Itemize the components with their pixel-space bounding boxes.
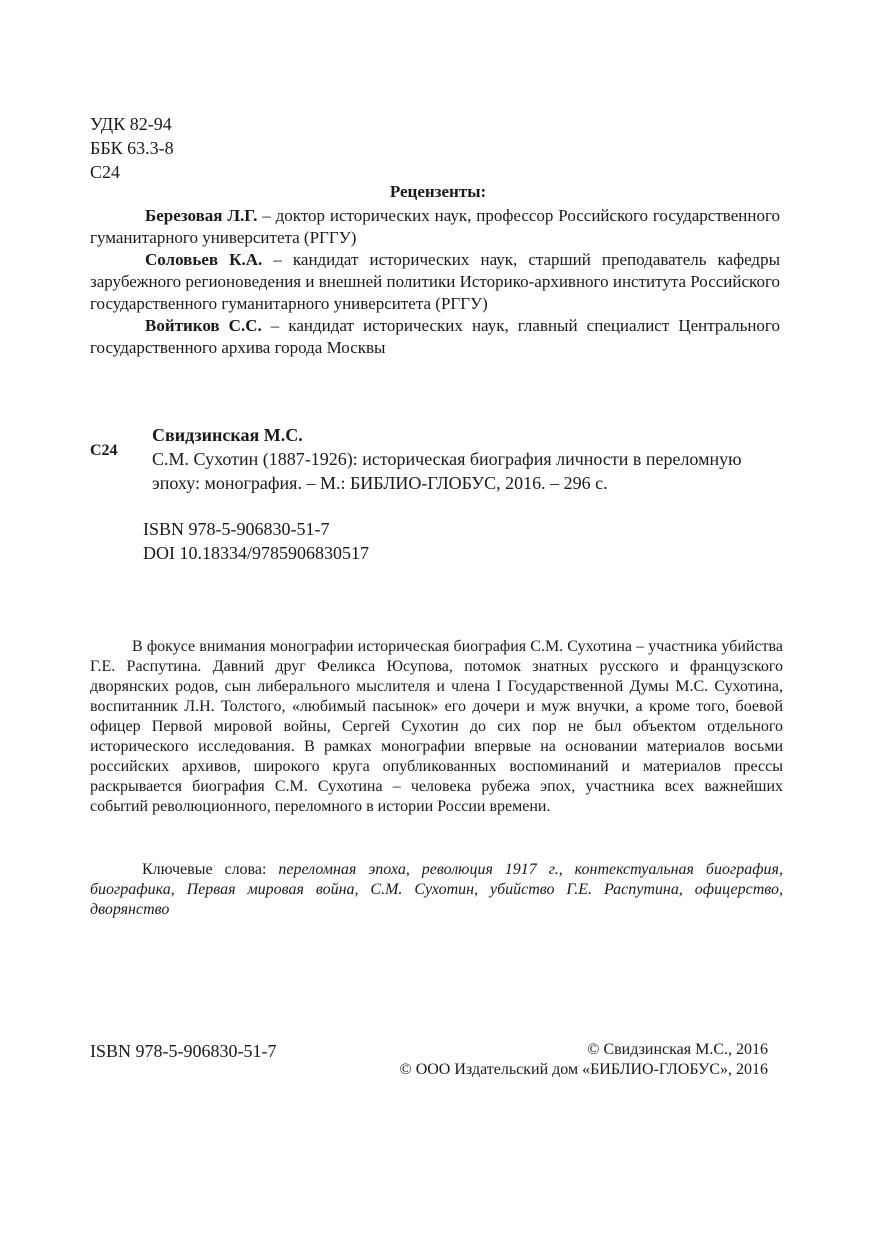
- reviewer-3: [90, 315, 780, 359]
- copyright-block: [400, 1040, 768, 1080]
- reviewers-list: [90, 205, 780, 359]
- reviewers-title: Рецензенты:: [389, 182, 487, 201]
- bibliographic-record: [152, 423, 764, 495]
- identifiers-block: [143, 517, 369, 565]
- footer-isbn: ISBN 978-5-906830-51-7: [90, 1041, 277, 1061]
- reviewer-name: Березовая Л.Г.: [145, 206, 258, 225]
- abstract-text: В фокусе внимания монографии историческая биография С.М. Сухотина – участника убийства Г.Е. Распутина. Давний друг Феликса Юсупова, потомок знатных русского и французского дворянских родов, сын либерального мыслителя и члена I Государственной Думы М.С. Сухотина, воспитанник Л.Н. Толстого, «любимый пасынок» его дочери и муж внучки, а кроме того, боевой офицер Первой мировой войны, Сергей Сухотин до сих пор не был объектом отдельного исторического исследования. В рамках монографии впервые на основании материалов восьми российских архивов, широкого круга опубликованных воспоминаний и материалов прессы раскрывается биография С.М. Сухотина – человека рубежа эпох, участника всех важнейших событий революционного, переломного в истории России времени.: [90, 638, 783, 815]
- reviewer-desc: – кандидат исторических наук, старший преподаватель кафедры зарубежного регионоведения и внешней политики Историко-архивного института Российского государственного гуманитарного университета (РГГУ): [90, 250, 781, 313]
- reviewer-1: [90, 205, 780, 249]
- copyright-publisher: © ООО Издательский дом «БИБЛИО-ГЛОБУС», 2016: [399, 1061, 768, 1078]
- reviewer-desc: – доктор исторических наук, профессор Российского государственного гуманитарного университета (РГГУ): [90, 206, 780, 247]
- abstract: [90, 637, 783, 817]
- bibliography-author: Свидзинская М.С.: [152, 425, 303, 445]
- bibliography-description: С.М. Сухотин (1887-1926): историческая биография личности в переломную эпоху: монография. – М.: БИБЛИО-ГЛОБУС, 2016. – 296 с.: [152, 449, 742, 493]
- keywords-block: [90, 860, 783, 920]
- reviewer-name: Соловьев К.А.: [145, 250, 263, 269]
- copyright-author: © Свидзинская М.С., 2016: [587, 1041, 768, 1058]
- classification-block: [90, 112, 174, 184]
- author-mark: С24: [90, 162, 121, 182]
- bbk-code: ББК 63.3-8: [90, 138, 174, 158]
- reviewer-2: [90, 249, 780, 315]
- reviewer-name: Войтиков С.С.: [145, 316, 262, 335]
- keywords-label: Ключевые слова:: [142, 861, 279, 878]
- doi-line: DOI 10.18334/9785906830517: [143, 543, 369, 563]
- reviewer-desc: – кандидат исторических наук, главный специалист Центрального государственного архива города Москвы: [90, 316, 780, 357]
- bibliography-mark: С24: [90, 442, 118, 459]
- keywords-text: переломная эпоха, революция 1917 г., контекстуальная биография, биографика, Первая мировая война, С.М. Сухотин, убийство Г.Е. Распутина, офицерство, дворянство: [90, 861, 783, 918]
- udk-code: УДК 82-94: [90, 114, 172, 134]
- isbn-line: ISBN 978-5-906830-51-7: [143, 519, 330, 539]
